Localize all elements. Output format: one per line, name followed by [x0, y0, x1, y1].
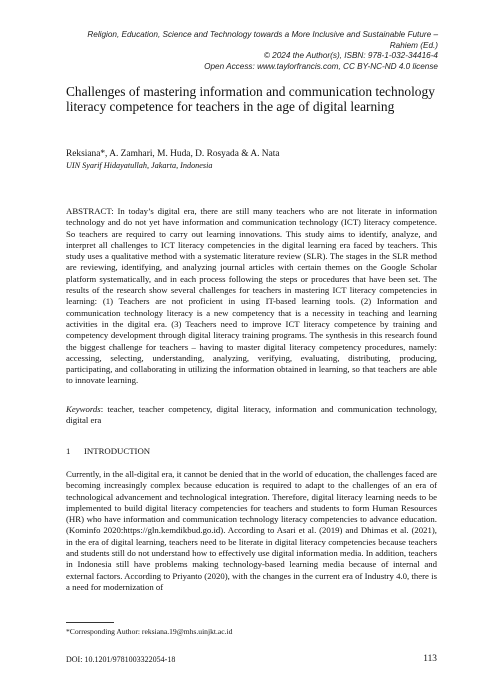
- doi-text: DOI: 10.1201/9781003322054-18: [66, 655, 176, 664]
- section-number: 1: [66, 446, 71, 456]
- keywords-paragraph: [66, 404, 437, 427]
- keywords-label: Keywords: [66, 404, 101, 414]
- running-header: [38, 30, 438, 72]
- section-title: INTRODUCTION: [84, 446, 151, 456]
- page-number: 113: [423, 654, 437, 664]
- header-line-4: Open Access: www.taylorfrancis.com, CC BY-NC-ND 4.0 license: [204, 61, 438, 71]
- header-line-3: © 2024 the Author(s), ISBN: 978-1-032-34416-4: [263, 51, 438, 61]
- corresponding-author-footnote: *Corresponding Author: reksiana.19@mhs.uinjkt.ac.id: [66, 627, 233, 636]
- section-heading: [66, 446, 437, 457]
- header-line-1: Religion, Education, Science and Technology towards a More Inclusive and Sustainable Future –: [87, 30, 438, 39]
- keywords-list: : teacher, teacher competency, digital literacy, information and communication technology, digital era: [66, 404, 437, 426]
- author-list: Reksiana*, A. Zamhari, M. Huda, D. Rosyada & A. Nata: [66, 149, 280, 159]
- footnote-divider: [66, 622, 114, 623]
- introduction-paragraph: Currently, in the all-digital era, it cannot be denied that in the world of education, the challenges faced are becoming increasingly complex because education is required to adapt to the challenges of an era of technological advancement and technological integration. Therefore, digital literacy learning needs to be implemented to build digital literacy competencies for teachers and students to form Human Resources (HR) who have information and communication technology literacy competencies to advance education. (Kominfo 2020:https://gln.kemdikbud.go.id). According to Asari et al. (2019) and Dhimas et al. (2021), in the era of digital learning, teachers need to be literate in digital literacy competencies because teachers and students still do not understand how to effectively use digital information media. In addition, teachers in Indonesia still have problems making technology-based learning media because of internal and external factors. According to Priyanto (2020), with the changes in the current era of Industry 4.0, there is a need for modernization of: [66, 469, 437, 592]
- abstract-paragraph: ABSTRACT: In today’s digital era, there are still many teachers who are not literate in information technology and do not yet have information and communication technology (ICT) literacy competence. So teachers are required to carry out learning innovations. This study aims to identify, analyze, and interpret all challenges to ICT literacy competencies in the digital learning era faced by teachers. This study uses a qualitative method with a systematic literature review (SLR). The stages in the SLR method are reviewing, identifying, and analyzing journal articles with certain themes on the Google Scholar platform systematically, and in each process following the steps or procedures that have been set. The results of the research show several challenges for teachers in mastering ICT literacy competencies in learning: (1) Teachers are not proficient in using IT-based learning tools. (2) Information and communication technology literacy is a new competency that is a necessity in teaching and learning activities in the digital era. (3) Teachers need to improve ICT literacy competence by training and competency development through digital literacy training programs. The synthesis in this research found the biggest challenge for teachers – having to master digital literacy competency procedures, namely: accessing, selecting, understanding, analyzing, verifying, evaluating, distributing, producing, participating, and collaborating in utilizing the information obtained in learning, so that teachers are able to innovate learning.: [66, 206, 437, 386]
- paper-title: Challenges of mastering information and communication technology literacy competence for teachers in the age of digital learning: [66, 84, 435, 114]
- header-line-2: Rahiem (Ed.): [389, 40, 438, 50]
- author-affiliation: UIN Syarif Hidayatullah, Jakarta, Indonesia: [66, 161, 213, 170]
